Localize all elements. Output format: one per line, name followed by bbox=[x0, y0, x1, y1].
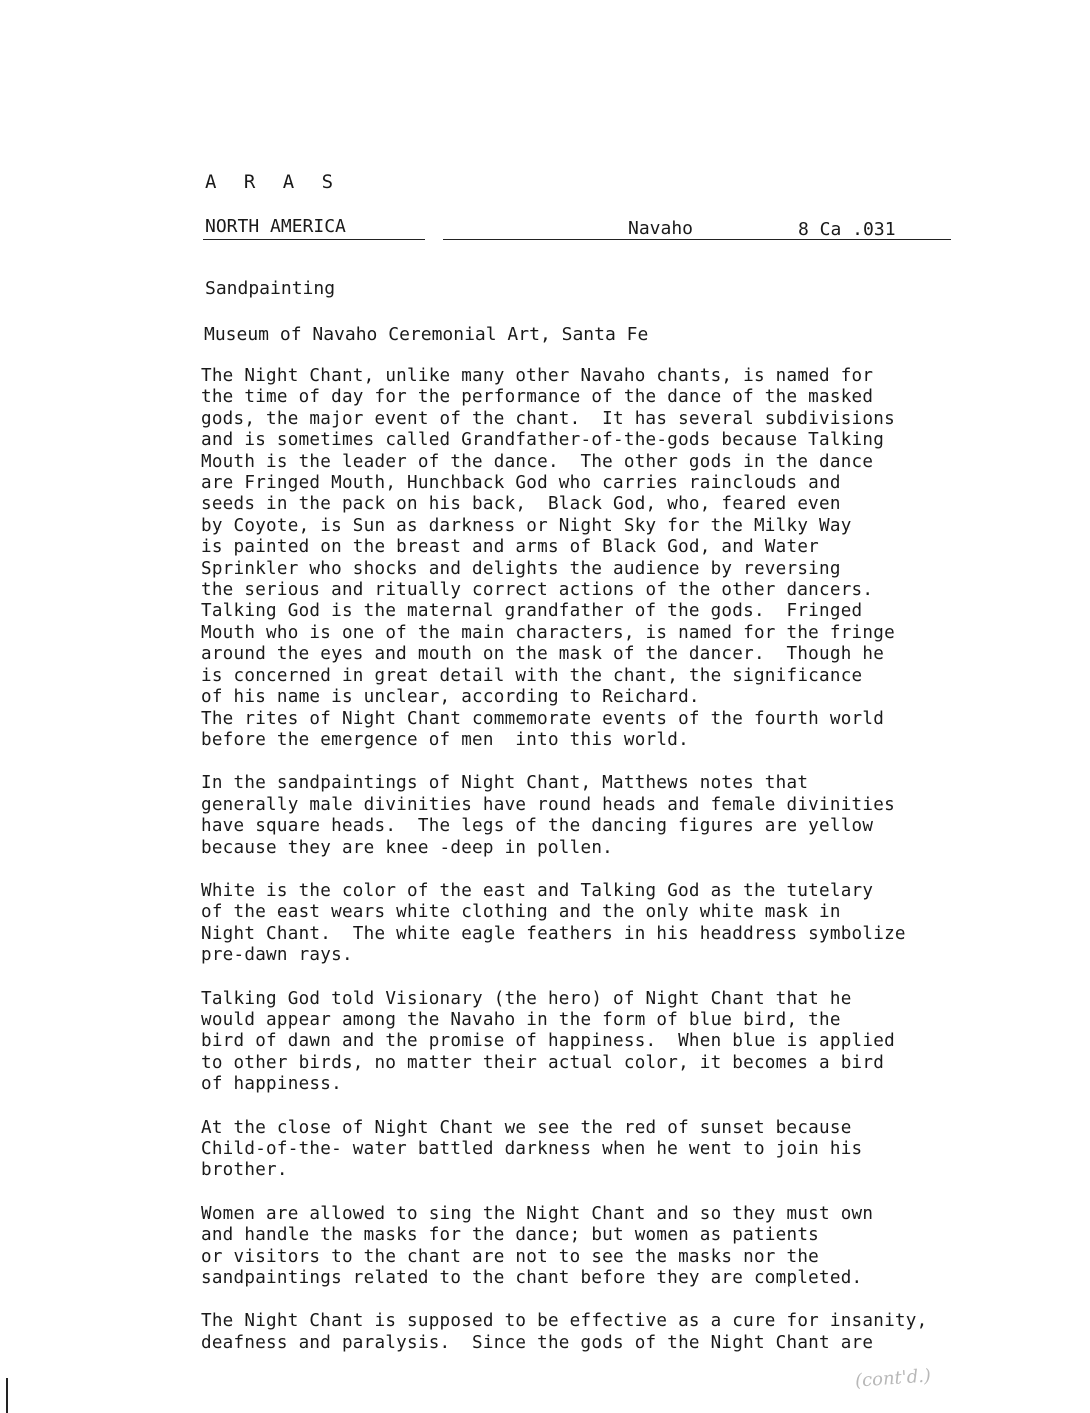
body-text bbox=[201, 366, 931, 1376]
text-line: At the close of Night Chant we see the red of sunset because bbox=[201, 1117, 852, 1138]
paragraph bbox=[201, 1204, 931, 1290]
text-line: seeds in the pack on his back, Black God, who, feared even bbox=[201, 494, 841, 515]
text-line: have square heads. The legs of the dancing figures are yellow bbox=[201, 816, 874, 837]
text-line: would appear among the Navaho in the form of blue bird, the bbox=[201, 1009, 841, 1030]
text-line: by Coyote, is Sun as darkness or Night Sky for the Milky Way bbox=[201, 515, 852, 536]
text-line: Talking God told Visionary (the hero) of Night Chant that he bbox=[201, 988, 852, 1009]
paragraph bbox=[201, 1311, 931, 1354]
text-line: Women are allowed to sing the Night Chant and so they must own bbox=[201, 1203, 874, 1224]
region-underline bbox=[203, 239, 425, 240]
archive-title: A R A S bbox=[205, 171, 342, 193]
text-line: the serious and ritually correct actions of the other dancers. bbox=[201, 580, 874, 601]
paragraph bbox=[201, 366, 931, 751]
text-line: The Night Chant, unlike many other Navaho chants, is named for bbox=[201, 366, 874, 386]
text-line: the time of day for the performance of the dance of the masked bbox=[201, 387, 874, 408]
text-line: bird of dawn and the promise of happiness. When blue is applied bbox=[201, 1031, 895, 1052]
text-line: Child-of-the- water battled darkness when he went to join his bbox=[201, 1139, 863, 1159]
text-line: Sprinkler who shocks and delights the audience by reversing bbox=[201, 558, 841, 579]
continuation-note: (cont'd.) bbox=[854, 1365, 932, 1392]
text-line: to other birds, no matter their actual color, it becomes a bird bbox=[201, 1052, 885, 1073]
text-line: and is sometimes called Grandfather-of-the-gods because Talking bbox=[201, 430, 885, 451]
text-line: gods, the major event of the chant. It has several subdivisions bbox=[201, 408, 895, 429]
museum-heading: Museum of Navaho Ceremonial Art, Santa Fe bbox=[204, 324, 649, 345]
text-line: Mouth is the leader of the dance. The other gods in the dance bbox=[201, 451, 874, 472]
text-line: or visitors to the chant are not to see the masks nor the bbox=[201, 1246, 820, 1267]
text-line: Mouth who is one of the main characters, is named for the fringe bbox=[201, 622, 895, 643]
text-line: of his name is unclear, according to Reichard. bbox=[201, 687, 700, 708]
text-line: and handle the masks for the dance; but women as patients bbox=[201, 1225, 820, 1246]
text-line: In the sandpaintings of Night Chant, Matthews notes that bbox=[201, 773, 809, 794]
paragraph bbox=[201, 773, 931, 859]
text-line: sandpaintings related to the chant before they are completed. bbox=[201, 1268, 863, 1289]
catalog-number: 8 Ca .031 bbox=[798, 219, 896, 240]
text-line: Night Chant. The white eagle feathers in his headdress symbolize bbox=[201, 923, 906, 944]
subject-heading: Sandpainting bbox=[205, 278, 336, 299]
text-line: The Night Chant is supposed to be effective as a cure for insanity, bbox=[201, 1311, 928, 1332]
text-line: of the east wears white clothing and the only white mask in bbox=[201, 902, 841, 923]
text-line: deafness and paralysis. Since the gods of the Night Chant are bbox=[201, 1332, 874, 1353]
paragraph bbox=[201, 881, 931, 967]
classification-header bbox=[203, 216, 953, 246]
text-line: The rites of Night Chant commemorate events of the fourth world bbox=[201, 708, 885, 729]
text-line: Talking God is the maternal grandfather of the gods. Fringed bbox=[201, 601, 863, 622]
text-line: White is the color of the east and Talking God as the tutelary bbox=[201, 880, 874, 901]
region-label: NORTH AMERICA bbox=[205, 216, 346, 237]
text-line: generally male divinities have round heads and female divinities bbox=[201, 794, 895, 815]
text-line: before the emergence of men into this world. bbox=[201, 729, 689, 750]
text-line: are Fringed Mouth, Hunchback God who carries rainclouds and bbox=[201, 473, 841, 494]
culture-label: Navaho bbox=[628, 218, 694, 239]
text-line: of happiness. bbox=[201, 1074, 342, 1095]
text-line: pre-dawn rays. bbox=[201, 945, 353, 966]
text-line: around the eyes and mouth on the mask of the dancer. Though he bbox=[201, 644, 885, 665]
text-line: brother. bbox=[201, 1160, 288, 1181]
margin-mark bbox=[6, 1378, 8, 1413]
text-line: is concerned in great detail with the chant, the significance bbox=[201, 665, 863, 686]
paragraph bbox=[201, 1118, 931, 1182]
text-line: is painted on the breast and arms of Black God, and Water bbox=[201, 537, 820, 558]
text-line: because they are knee -deep in pollen. bbox=[201, 837, 614, 858]
paragraph bbox=[201, 989, 931, 1096]
